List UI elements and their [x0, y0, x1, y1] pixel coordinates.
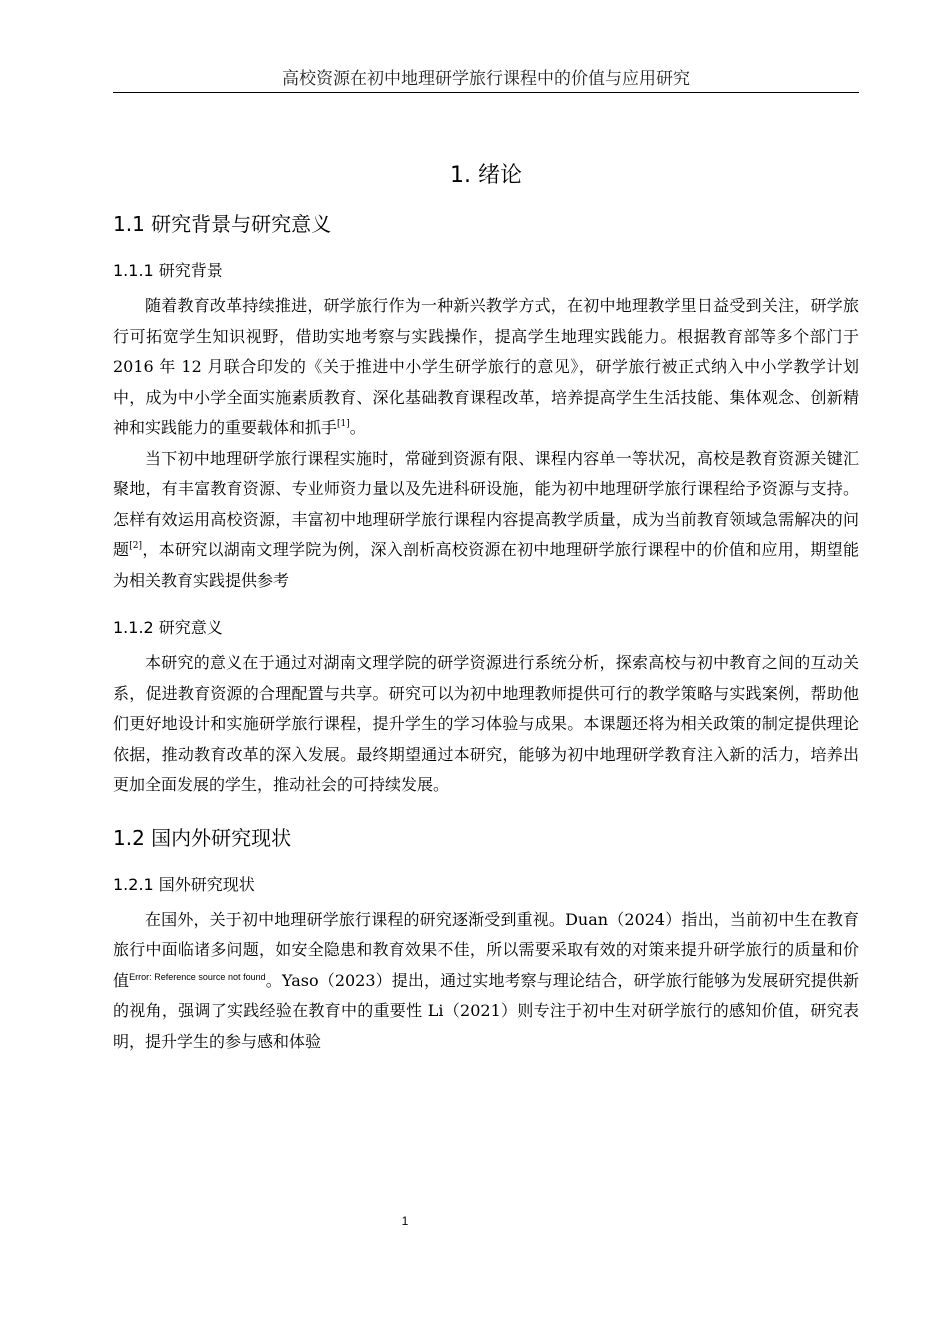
paragraph-end: ，本研究以湖南文理学院为例，深入剖析高校资源在初中地理研学旅行课程中的价值和应用，期望能为相关教育实践提供参考 [113, 540, 859, 590]
section-title-1-1: 1.1 研究背景与研究意义 [113, 212, 332, 236]
paragraph-significance: 本研究的意义在于通过对湖南文理学院的研学资源进行系统分析，探索高校与初中教育之间的互动关系，促进教育资源的合理配置与共享。研究可以为初中地理教师提供可行的教学策略与实践案例，帮助他们更好地设计和实施研学旅行课程，提升学生的学习体验与成果。本课题还将为相关政策的制定提供理论依据，推动教育改革的深入发展。最终期望通过本研究，能够为初中地理研学教育注入新的活力，培养出更加全面发展的学生，推动社会的可持续发展。 [113, 653, 859, 794]
paragraph-foreign-research [113, 905, 859, 1058]
paragraph-end: 。 [349, 418, 366, 437]
paragraph-text: 在国外，关于初中地理研学旅行课程的研究逐渐受到重视。Duan（2024）指出，当前初中生在教育旅行中面临诸多问题，如安全隐患和教育效果不佳，所以需要采取有效的对策来提升研学旅行的质量和价值 [113, 909, 859, 990]
paragraph-text-cont: 。Yaso（2023）提出，通过实地考察与理论结合，研学旅行能够为发展研究提供新的视角，强调了实践经验在教育中的重要性 Li（2021）则专注于初中生对研学旅行的感知价值，研究表明，提升学生的参与感和体验 [113, 970, 859, 1051]
subsection-title-1-1-2: 1.1.2 研究意义 [113, 618, 223, 637]
page-number: 1 [401, 1214, 409, 1228]
paragraph-text: 当下初中地理研学旅行课程实施时，常碰到资源有限、课程内容单一等状况，高校是教育资源关键汇聚地，有丰富教育资源、专业师资力量以及先进科研设施，能为初中地理研学旅行课程给予资源与支持。怎样有效运用高校资源，丰富初中地理研学旅行课程内容提高教学质量，成为当前教育领域急需解决的问题 [113, 448, 859, 559]
paragraph-background-2 [113, 444, 859, 597]
reference-error: Error: Reference source not found [129, 971, 266, 982]
subsection-title-1-2-1: 1.2.1 国外研究现状 [113, 874, 255, 894]
subsection-title-1-1-1: 1.1.1 研究背景 [113, 261, 223, 280]
section-title-1-2: 1.2 国内外研究现状 [113, 825, 292, 850]
citation-ref: [1] [337, 419, 350, 429]
chapter-title: 1. 绪论 [450, 163, 522, 188]
citation-ref: [2] [129, 541, 143, 551]
page-content [113, 150, 859, 1057]
paragraph-background-1 [113, 291, 859, 444]
running-header: 高校资源在初中地理研学旅行课程中的价值与应用研究 [113, 66, 859, 93]
paragraph-text: 随着教育改革持续推进，研学旅行作为一种新兴教学方式，在初中地理教学里日益受到关注，研学旅行可拓宽学生知识视野，借助实地考察与实践操作，提高学生地理实践能力。根据教育部等多个部门于 2016 年 12 月联合印发的《关于推进中小学生研学旅行的意见》，研学旅行被正式纳入中小学教学计划中，成为中小学全面实施素质教育、深化基础教育课程改革，培养提高学生生活技能、集体观念、创新精神和实践能力的重要载体和抓手 [113, 296, 859, 437]
